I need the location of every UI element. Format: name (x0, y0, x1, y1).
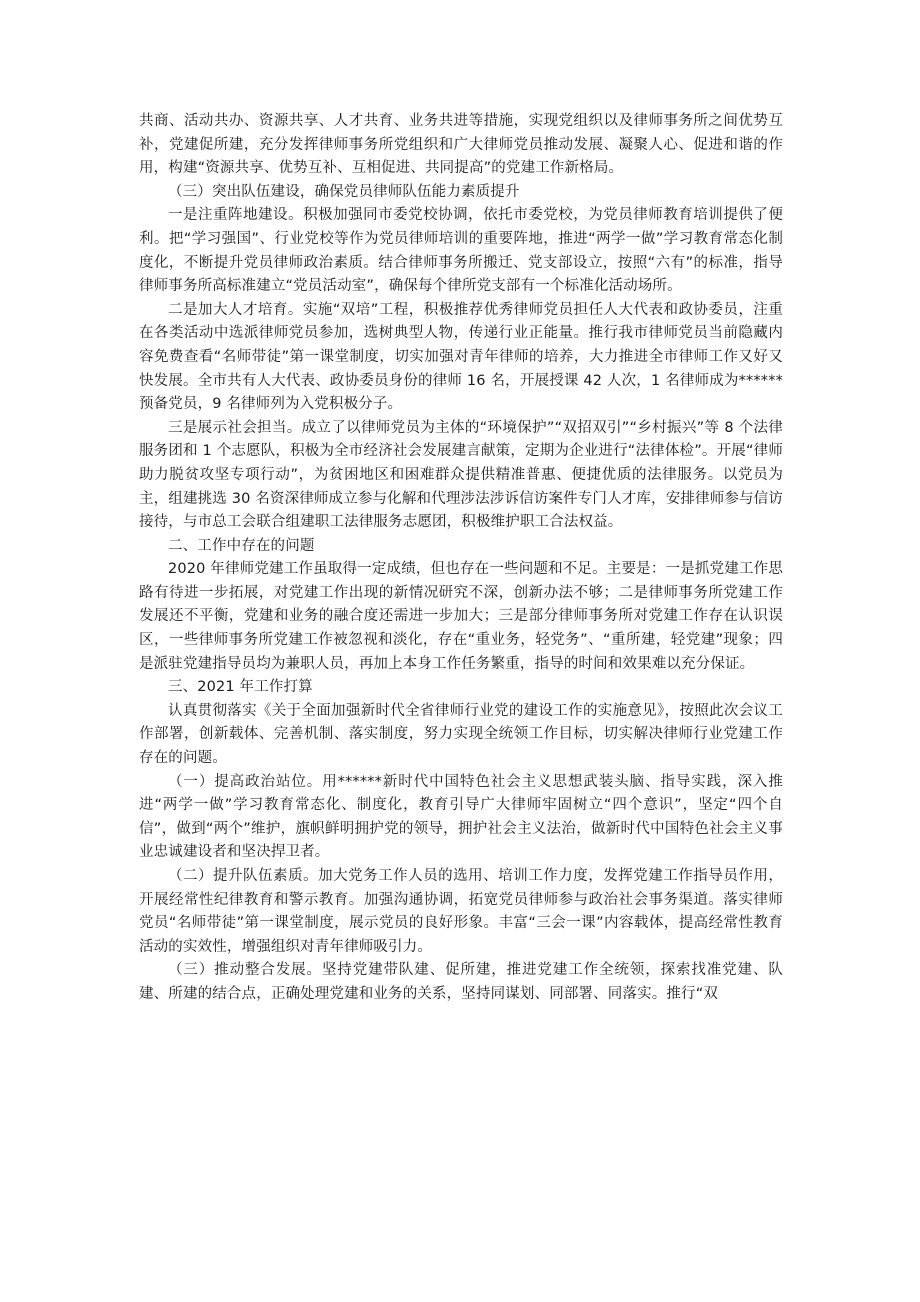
document-page (139, 110, 783, 1007)
section-heading-team-building: （三）突出队伍建设，确保党员律师队伍能力素质提升 (168, 183, 520, 200)
section-heading-2021-plan: 三、2021 年工作打算 (168, 679, 313, 696)
paragraph-continuation: 共商、活动共办、资源共享、人才共育、业务共进等措施，实现党组织以及律师事务所之间优势互补，党建促所建，充分发挥律师事务所党组织和广大律师党员推动发展、凝聚人心、促进和谐的作用，构建“资源共享、优势互补、互相促进、共同提高”的党建工作新格局。 (139, 113, 783, 177)
paragraph-team-quality: （二）提升队伍素质。加大党务工作人员的选用、培训工作力度，发挥党建工作指导员作用，开展经常性纪律教育和警示教育。加强沟通协调，拓宽党员律师参与政治社会事务渠道。落实律师党员“名师带徒”第一课堂制度，展示党员的良好形象。丰富“三会一课”内容载体，提高经常性教育活动的实效性，增强组织对青年律师吸引力。 (139, 868, 783, 955)
section-heading-problems: 二、工作中存在的问题 (168, 537, 315, 554)
paragraph-social-responsibility: 三是展示社会担当。成立了以律师党员为主体的“环境保护”“双招双引”“乡村振兴”等 8 个法律服务团和 1 个志愿队，积极为全市经济社会发展建言献策，定期为企业进行“法律体检”。开展“律师助力脱贫攻坚专项行动”，为贫困地区和困难群众提供精准普惠、便捷优质的法律服务。以党员为主，组建挑选 30 名资深律师成立参与化解和代理涉法涉诉信访案件专门人才库，安排律师参与信访接待，与市总工会联合组建职工法律服务志愿团，积极维护职工合法权益。 (139, 419, 783, 531)
paragraph-problems: 2020 年律师党建工作虽取得一定成绩，但也存在一些问题和不足。主要是：一是抓党建工作思路有待进一步拓展，对党建工作出现的新情况研究不深，创新办法不够；二是律师事务所党建工作发展还不平衡，党建和业务的融合度还需进一步加大；三是部分律师事务所对党建工作存在认识误区，一些律师事务所党建工作被忽视和淡化，存在“重业务，轻党务”、“重所建，轻党建”现象；四是派驻党建指导员均为兼职人员，再加上本身工作任务繁重，指导的时间和效果难以充分保证。 (139, 561, 783, 672)
paragraph-integrated-development: （三）推动整合发展。坚持党建带队建、促所建，推进党建工作全统领，探索找准党建、队建、所建的结合点，正确处理党建和业务的关系，坚持同谋划、同部署、同落实。推行“双 (139, 962, 783, 1002)
paragraph-political-stance: （一）提高政治站位。用******新时代中国特色社会主义思想武装头脑、指导实践，深入推进“两学一做”学习教育常态化、制度化，教育引导广大律师牢固树立“四个意识”，坚定“四个自信”，做到“两个”维护，旗帜鲜明拥护党的领导，拥护社会主义法治，做新时代中国特色社会主义事业忠诚建设者和坚决捍卫者。 (139, 773, 783, 861)
paragraph-talent-cultivation: 二是加大人才培育。实施“双培”工程，积极推荐优秀律师党员担任人大代表和政协委员，注重在各类活动中选派律师党员参加，选树典型人物，传递行业正能量。推行我市律师党员当前隐藏内容免费查看“名师带徒”第一课堂制度，切实加强对青年律师的培养，大力推进全市律师工作又好又快发展。全市共有人大代表、政协委员身份的律师 16 名，开展授课 42 人次，1 名律师成为******预备党员，9 名律师列为入党积极分子。 (139, 301, 783, 413)
paragraph-plan-intro: 认真贯彻落实《关于全面加强新时代全省律师行业党的建设工作的实施意见》，按照此次会议工作部署，创新载体、完善机制、落实制度，努力实现全统领工作目标，切实解决律师行业党建工作存在的问题。 (139, 702, 783, 767)
paragraph-position-building: 一是注重阵地建设。积极加强同市委党校协调，依托市委党校，为党员律师教育培训提供了便利。把“学习强国”、行业党校等作为党员律师培训的重要阵地，推进“两学一做”学习教育常态化制度化，不断提升党员律师政治素质。结合律师事务所搬迁、党支部设立，按照“六有”的标准，指导律师事务所高标准建立“党员活动室”，确保每个律所党支部有一个标准化活动场所。 (139, 207, 783, 295)
